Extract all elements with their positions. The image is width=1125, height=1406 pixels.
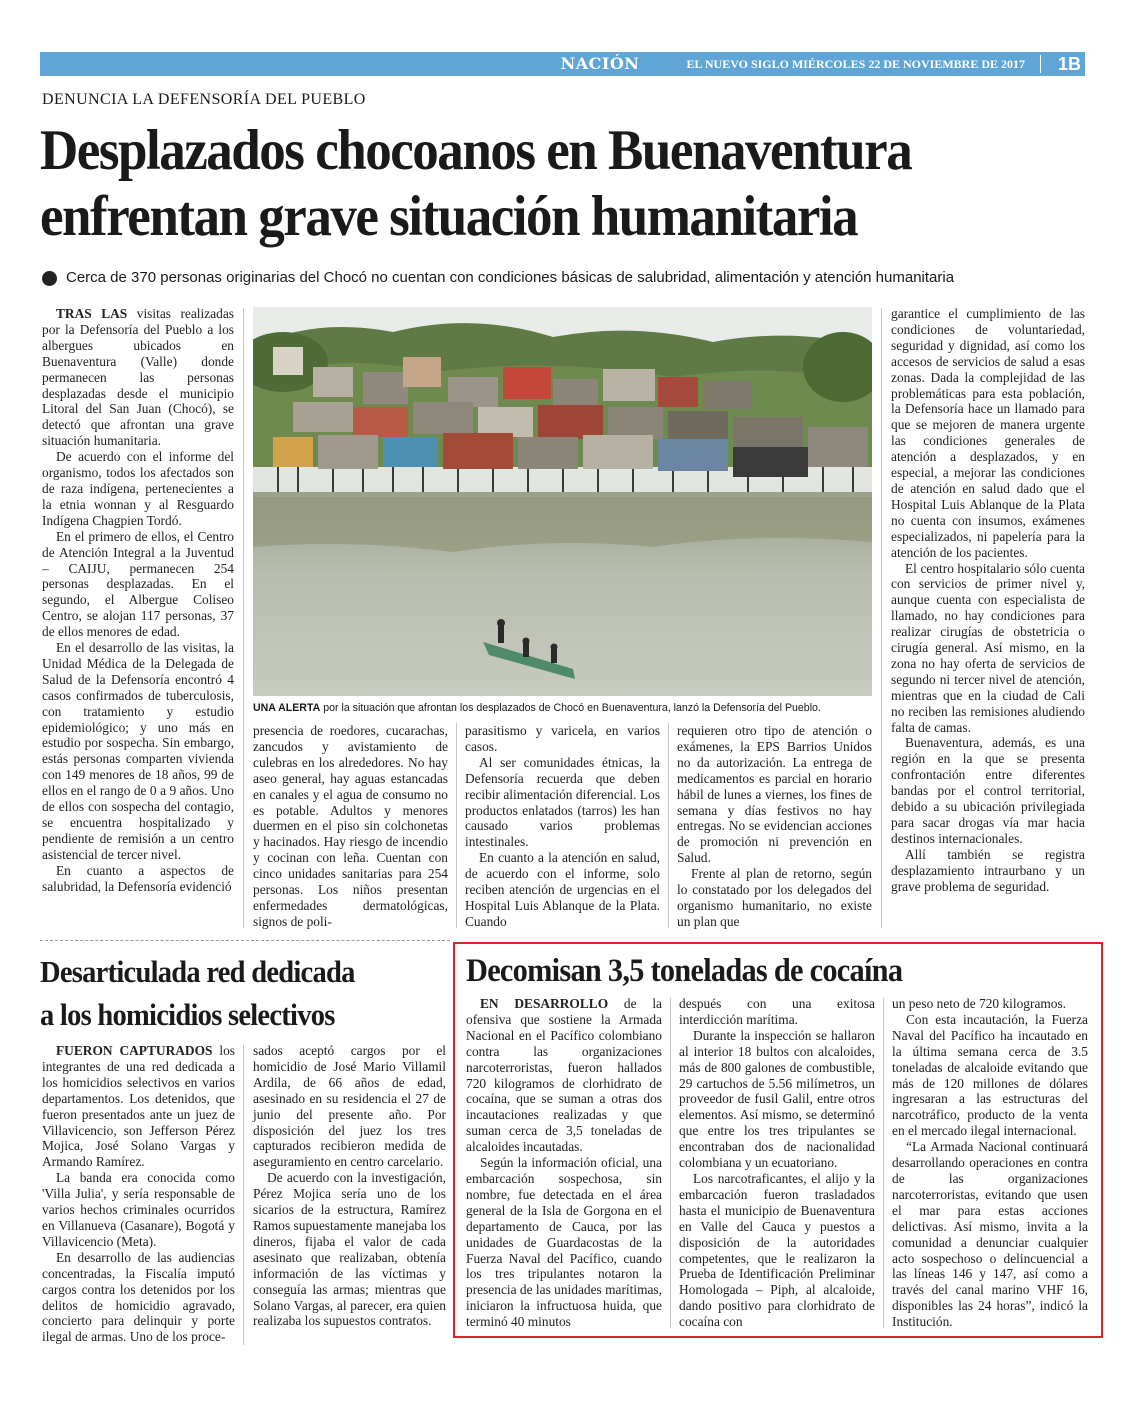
main-story-column-5 [891,306,1085,895]
paragraph: De acuerdo con el informe del organismo, todos los afectados son de raza indígena, pertenecientes a la etnia wonnan y al Resguardo Indígena Chagpien Tordó. [42,449,234,528]
paragraph: En el primero de ellos, el Centro de Atención Integral a la Juventud – CAIJU, permanecen 254 personas desplazadas. En el segundo, el Albergue Coliseo Centro, se alojan 117 personas, 37 de ellos menores de edad. [42,528,234,640]
story2-headline-line-2: a los homicidios selectivos [40,997,335,1032]
paragraph: De acuerdo con la investigación, Pérez Mojica sería uno de los sicarios de la estructura, Ramírez Ramos supuestamente manejaba los dineros, fijaba el valor de cada asesinato que realizaban, obtenía información de las víctimas y conseguía las armas; mientras que Solano Vargas, al parecer, era quien realizaba los supuestos contratos. [253,1170,447,1329]
column-rule [670,998,671,1328]
paragraph: Con esta incautación, la Fuerza Naval del Pacífico ha incautado en la última semana cerca de 3.5 toneladas de alcaloide evitando que más de 120 millones de dólares ingresaran a las estructuras del narcotráfico, producto de la venta en el mercado ilegal internacional. [892,1011,1088,1139]
column-rule [243,308,244,928]
story3-headline: Decomisan 3,5 toneladas de cocaína [466,953,903,989]
main-headline-line-2: enfrentan grave situación humanitaria [40,185,858,248]
lead-in: TRAS LAS [56,306,128,321]
paragraph: En el desarrollo de las visitas, la Unidad Médica de la Delegada de Salud de la Defensoría encontró 4 casos confirmados de tuberculosis, con tratamiento y estudio epidemiológico; y uno más en estudio por sospecha. Sin embargo, estás personas comparten vivienda con 149 menores de 18 años, 99 de ellos en el rango de 0 a 9 años. Uno de ellos con sospecha del contagio, se encuentra hospitalizado y pendiente de remisión a un centro asistencial de tercer nivel. [42,640,234,862]
paragraph: TRAS LAS visitas realizadas por la Defensoría del Pueblo a los albergues ubicados en Buenaventura (Valle) donde permanecen las personas desplazadas desde el municipio Litoral del San Juan (Chocó), se detectó que afrontan una grave situación humanitaria. [42,306,234,449]
page-number-divider [1040,55,1041,73]
photo-caption: UNA ALERTA por la situación que afrontan los desplazados de Chocó en Buenaventura, lanzó la Defensoría del Pueblo. [253,702,821,714]
main-headline [40,118,1017,250]
page-number: 1B [1057,54,1081,74]
paragraph: presencia de roedores, cucarachas, zancudos y avistamiento de culebras en los alrededores. No hay aseo general, hay aguas estancadas en canales y el agua de consumo no es potable. Adultos y menores duermen en el piso sin colchonetas y hacinados. Hay riesgo de incendio y cocinan con leña. Cuentan con cinco unidades sanitarias para 254 personas. Los niños presentan enfermedades dermatológicas, signos de poli- [253,723,448,929]
paragraph: Según la información oficial, una embarcación sospechosa, sin nombre, fue detectada en el área general de la Isla de Gorgona en el departamento de Cauca, por las unidades de Guardacostas de la Fuerza Naval del Pacífico, cuando los tres tripulantes notaron la presencia de las unidades marítimas, iniciaron la infructuosa huida, que terminó 40 minutos [466,1155,662,1330]
section-divider [40,940,450,941]
paragraph: requieren otro tipo de atención o exámenes, la EPS Barrios Unidos no da autorización. La entrega de medicamentos es parcial en horario hábil de lunes a viernes, los fines de semana y días festivos no hay entregas. No se evidencian acciones de promoción ni prevención en Salud. [677,723,872,866]
story2-column-2 [253,1043,446,1329]
paragraph: después con una exitosa interdicción marítima. [679,996,875,1027]
paragraph: “La Armada Nacional continuará desarrollando operaciones en contra de las organizaciones narcoterroristas, evitando que usen el mar para estas acciones delictivas. Así mismo, invita a la comunidad a denunciar cualquier acto sospechoso o delincuencial a las líneas 146 y 147, así como a través del canal marino VHF 16, disponibles las 24 horas”, indicó la Institución. [892,1139,1088,1330]
paragraph: El centro hospitalario sólo cuenta con servicios de primer nivel y, aunque cuenta con especialista de llamado, no hay condiciones para realizar cirugías de obstetricia o cirugía general. Así mismo, en la zona no hay oferta de servicios de segundo ni tercer nivel de atención, mientras que en la ciudad de Cali no reciben las remisiones aludiendo falta de camas. [891,560,1085,735]
caption-lead: UNA ALERTA [253,702,321,714]
paragraph: La banda era conocida como 'Villa Julia', y sería responsable de varios hechos criminales ocurridos en Villanueva (Casanare), Bogotá y Villavicencio (Meta). [42,1170,235,1249]
paragraph: sados aceptó cargos por el homicidio de José Mario Villamil Ardila, de 66 años de edad, asesinado en su residencia el 27 de junio del presente año. Por disposición del juez los tres capturados recibieron medida de aseguramiento en centro carcelario. [253,1043,446,1170]
paragraph: Durante la inspección se hallaron al interior 18 bultos con alcaloides, más de 800 galones de combustible, 29 cartuchos de 5.56 milímetros, un proveedor de fusil Galil, entre otros elementos. Así mismo, se determinó que entre los tres tripulantes se encontraban dos de nacionalidad colombiana y un ecuatoriano. [679,1027,875,1171]
main-story-column-3 [465,723,660,930]
paragraph: EN DESARROLLO de la ofensiva que sostiene la Armada Nacional en el Pacífico colombiano contra las organizaciones narcoterroristas, fueron hallados 720 kilogramos de clorhidrato de cocaína, que se suman a otras dos incautaciones realizadas y que suman cerca de 3,5 toneladas de alcaloides incautadas. [466,996,662,1155]
paragraph: Los narcotraficantes, el alijo y la embarcación fueron trasladados hasta el municipio de Buenaventura en Valle del Cauca y puestos a disposición de la autoridades competentes, que le realizaron la Prueba de Identificación Preliminar Homologada – Piph, al alcaloide, dando positivo para clorhidrato de cocaína con [679,1170,875,1330]
main-story-column-2 [253,723,448,930]
paragraph: FUERON CAPTURADOS los integrantes de una red dedicada a los homicidios selectivos en varios departamentos. Los detenidos, que fueron presentados ante un juez de Villavicencio, son Jefferson Pérez Mojica, José Solano Vargas y Armando Ramírez. [42,1043,235,1170]
kicker: DENUNCIA LA DEFENSORÍA DEL PUEBLO [42,91,366,108]
story2-headline [40,950,417,1036]
paragraph: En cuanto a aspectos de salubridad, la Defensoría evidenció [42,862,234,894]
deck: Cerca de 370 personas originarias del Chocó no cuentan con condiciones básicas de salubridad, alimentación y atención humanitaria [66,269,955,286]
column-rule [456,723,457,928]
dateline: EL NUEVO SIGLO MIÉRCOLES 22 DE NOVIEMBRE DE 2017 [686,57,1025,71]
section-name: NACIÓN [560,54,640,73]
paragraph: parasitismo y varicela, en varios casos. [465,723,660,754]
story3-column-2 [679,996,875,1330]
lead-in: FUERON CAPTURADOS [56,1043,213,1058]
column-rule [881,308,882,928]
paragraph: En cuanto a la atención en salud, de acuerdo con el informe, solo reciben atención de urgencias en el Hospital Luis Ablanque de la Plata. Cuando [465,850,660,929]
story3-column-3 [892,996,1088,1330]
column-rule [883,998,884,1328]
story2-headline-line-1: Desarticulada red dedicada [40,954,355,989]
section-header-bar [40,52,1085,76]
paragraph: un peso neto de 720 kilogramos. [892,996,1067,1011]
paragraph: Allí también se registra desplazamiento intraurbano y un grave problema de seguridad. [891,846,1085,894]
paragraph: En desarrollo de las audiencias concentradas, la Fiscalía imputó cargos contra los detenidos por los delitos de homicidio agravado, concierto para delinquir y porte ilegal de armas. Uno de los proce- [42,1249,235,1345]
paragraph: Frente al plan de retorno, según lo constatado por los delegados del organismo humanitario, no existe un plan que [677,866,872,929]
paragraph: garantice el cumplimiento de las condiciones de voluntariedad, seguridad y dignidad, así como los accesos de servicios de salud a esas zonas. Dada la complejidad de las problemáticas para esta población, la Defensoría hace un llamado para que se mejoren de manera urgente las condiciones generales de atención a desplazados, y en especial, a mejorar las condiciones de atención en salud dado que el Hospital Luis Ablanque de la Plata no cuenta con insumos, exámenes especializados, ni papelería para la atención de los pacientes. [891,306,1085,560]
paragraph: Buenaventura, además, es una región en la que se presenta confrontación entre diferentes bandas por el control territorial, debido a su ubicación privilegiada para sacar drogas vía mar hacia destinos internacionales. [891,735,1085,846]
lead-in: EN DESARROLLO [480,996,609,1011]
main-headline-line-1: Desplazados chocoanos en Buenaventura [40,119,912,182]
paragraph: Al ser comunidades étnicas, la Defensoría recuerda que deben recibir alimentación diferencial. Los productos enlatados (tarros) les han causado varios problemas intestinales. [465,754,660,850]
news-photo [253,307,872,696]
main-story-column-4 [677,723,872,930]
bullet-icon [42,271,57,286]
column-rule [243,1045,244,1345]
main-story-column-1 [42,306,234,895]
column-rule [668,723,669,928]
story3-column-1 [466,996,662,1330]
story2-column-1 [42,1043,235,1345]
